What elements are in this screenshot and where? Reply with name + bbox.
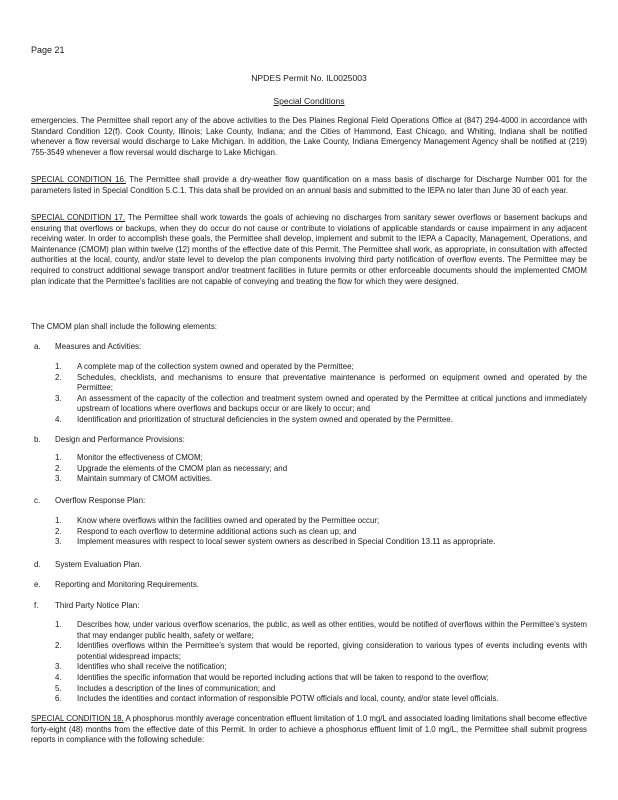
section-a-list [55,362,587,426]
list-item [55,673,587,684]
list-item-number: 3. [55,662,62,672]
list-item [55,415,587,426]
list-item-number: 3. [55,393,62,403]
condition-16-label: SPECIAL CONDITION 16. [31,175,127,184]
section-a-letter: a. [34,342,41,351]
list-item-number: 1. [55,362,62,371]
section-d-title: System Evaluation Plan. [55,560,142,569]
list-item-text: Describes how, under various overflow scenarios, the public, as well as other entities, would be notified of overflows within the Permittee’s system that may endanger public health, safety or welfare; [77,620,587,640]
section-d-letter: d. [34,560,41,569]
list-item-text: Implement measures with respect to local sewer system owners as described in Special Condition 13.11 as appropriate. [77,537,496,547]
section-f-title: Third Party Notice Plan: [55,601,140,610]
list-item-number: 4. [55,672,62,682]
list-item-text: Identifies who shall receive the notification; [77,662,227,672]
list-item [55,527,587,538]
list-item-text: Know where overflows within the facilities owned and operated by the Permittee occur; [77,516,380,525]
section-b-letter: b. [34,435,41,444]
condition-16-text: The Permittee shall provide a dry-weather flow quantification on a mass basis of discharge for Discharge Number 001 for the parameters listed in Special Condition 5.C.1. This data shall be provided on an annual basis and submitted to the IEPA no later than June 30 of each year. [31,175,587,195]
list-item-text: Respond to each overflow to determine additional actions such as clean up; and [77,526,357,536]
section-f-list [55,620,587,705]
list-item-number: 1. [55,620,62,629]
list-item-text: Monitor the effectiveness of CMOM; [77,453,203,462]
list-item-text: Maintain summary of CMOM activities. [77,474,213,484]
page-number: Page 21 [31,45,65,55]
list-item-text: An assessment of the capacity of the collection and treatment system owned and operated by the Permittee at critical junctions and immediately upstream of locations where overflows and backups occur or are likely to occur; and [77,393,587,414]
emergencies-paragraph: emergencies. The Permittee shall report any of the above activities to the Des Plaines Regional Field Operations Office at (847) 294-4000 in accordance with Standard Condition 12(f). Cook County, Illinois; Lake County, Indiana; and the Cities of Hammond, East Chicago, and Whiting, Indiana shall be notified whenever a flow reversal would discharge to Lake Michigan. In addition, the Lake County, Indiana Emergency Management Agency shall be notified at (219) 755-3549 whenever a flow reversal would discharge to Lake Michigan. [31,116,587,157]
list-item-number: 1. [55,453,62,462]
list-item [55,394,587,415]
list-item-text: Identifies overflows within the Permittee’s system that would be reported, giving consideration to various types of events including events with potential widespread impacts; [77,641,587,661]
list-item-text: Includes the identities and contact information of responsible POTW officials and local, county, and/or state level officials. [77,694,499,704]
list-item [55,453,587,464]
list-item [55,373,587,394]
list-item-number: 2. [55,526,62,536]
list-item-number: 4. [55,414,62,424]
list-item [55,464,587,475]
list-item [55,474,587,485]
section-a-title: Measures and Activities: [55,342,142,351]
list-item-text: Identifies the specific information that would be reported including actions that will be taken to respond to the overflow; [77,672,489,682]
list-item-number: 1. [55,516,62,525]
section-c-letter: c. [34,496,41,505]
list-item-text: A complete map of the collection system owned and operated by the Permittee; [77,362,354,371]
section-e-letter: e. [34,580,41,589]
list-item-number: 2. [55,641,62,651]
list-item-number: 5. [55,683,62,693]
condition-17-text: The Permittee shall work towards the goals of achieving no discharges from sanitary sewer overflows or basement backups and ensuring that overflows or backups, when they do occur do not cause or contribute to violations of applicable standards or cause impairment in any adjacent receiving water. In order to accomplish these goals, the Permittee shall develop, implement and submit to the IEPA a Capacity, Management, Operations, and Maintenance (CMOM) plan within twelve (12) months of the effective date of this Permit. The Permittee shall work, as appropriate, in consultation with affected authorities at the local, county, and/or state level to develop the plan components involving third party notification of overflow events. The Permittee may be required to construct additional sewage transport and/or treatment facilities in future permits or other enforceable documents should the implemented CMOM plan indicate that the Permittee’s facilities are not capable of conveying and treating the flow for which they were designed. [31,213,587,286]
list-item [55,537,587,548]
section-title: Special Conditions [273,96,345,106]
list-item [55,620,587,641]
list-item-number: 2. [55,463,62,473]
list-item-number: 6. [55,694,62,704]
section-b-list [55,453,587,485]
condition-18-label: SPECIAL CONDITION 18. [31,714,124,723]
special-condition-18 [31,714,587,746]
section-c-title: Overflow Response Plan: [55,496,146,505]
section-f-letter: f. [34,601,39,610]
permit-title: NPDES Permit No. IL0025003 [251,73,367,83]
list-item-number: 3. [55,474,62,484]
section-b-title: Design and Performance Provisions: [55,435,185,444]
list-item [55,516,587,527]
list-item [55,684,587,695]
list-item-number: 2. [55,372,62,382]
list-item [55,662,587,673]
special-condition-17 [31,213,587,287]
list-item [55,362,587,373]
list-item [55,641,587,662]
list-item [55,694,587,705]
list-item-number: 3. [55,537,62,547]
list-item-text: Schedules, checklists, and mechanisms to ensure that preventative maintenance is performed on equipment owned and operated by the Permittee; [77,372,587,393]
condition-17-label: SPECIAL CONDITION 17. [31,213,126,222]
section-e-title: Reporting and Monitoring Requirements. [55,580,200,589]
list-item-text: Upgrade the elements of the CMOM plan as necessary; and [77,463,288,473]
cmom-intro: The CMOM plan shall include the following elements: [31,322,217,331]
section-c-list [55,516,587,548]
condition-18-text: A phosphorus monthly average concentration effluent limitation of 1.0 mg/L and associated loading limitations shall become effective forty-eight (48) months from the effective date of this Permit. In order to achieve a phosphorus effluent limit of 1.0 mg/L, the Permittee shall submit progress reports in compliance with the following schedule: [31,714,587,745]
special-condition-16 [31,175,587,196]
list-item-text: Identification and prioritization of structural deficiencies in the system owned and operated by the Permittee. [77,414,453,424]
list-item-text: Includes a description of the lines of communication; and [77,683,276,693]
